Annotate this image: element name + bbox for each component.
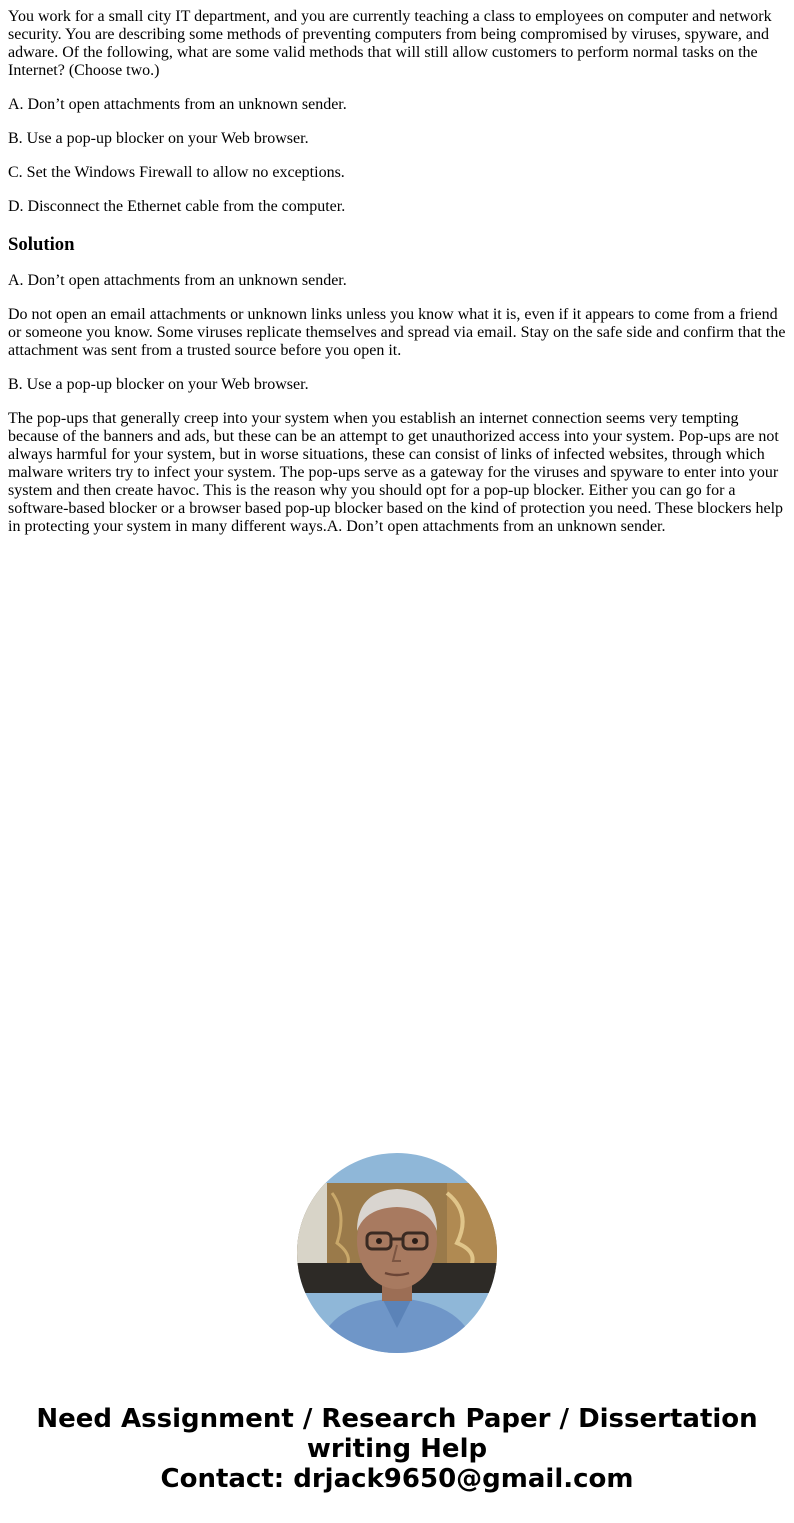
promo-line-1: Need Assignment / Research Paper / Dissertation [36, 1404, 758, 1434]
promo-contact: Contact: drjack9650@gmail.com [160, 1464, 634, 1494]
promo-banner [0, 1404, 794, 1494]
solution-explanation-a: Do not open an email attachments or unknown links unless you know what it is, even if it appears to come from a friend or someone you know. Some viruses replicate themselves and spread via email. Stay on the safe side and confirm that the attachment was sent from a trusted source before you open it. [8, 306, 786, 359]
solution-heading: Solution [8, 234, 75, 255]
option-d: D. Disconnect the Ethernet cable from the computer. [8, 198, 346, 215]
option-c: C. Set the Windows Firewall to allow no exceptions. [8, 164, 345, 181]
option-a: A. Don’t open attachments from an unknown sender. [8, 96, 347, 113]
main-content [8, 8, 786, 552]
author-photo-illustration [297, 1153, 497, 1353]
solution-explanation-b: The pop-ups that generally creep into your system when you establish an internet connection seems very tempting because of the banners and ads, but these can be an attempt to get unauthorized access into your system. Pop-ups are not always harmful for your system, but in worse situations, these can consist of links of infected websites, through which malware writers try to infect your system. The pop-ups serve as a gateway for the viruses and spyware to enter into your system and then create havoc. This is the reason why you should opt for a pop-up blocker. Either you can go for a software-based blocker or a browser based pop-up blocker based on the kind of protection you need. These blockers help in protecting your system in many different ways.A. Don’t open attachments from an unknown sender. [8, 410, 784, 535]
solution-answer-b: B. Use a pop-up blocker on your Web browser. [8, 376, 309, 393]
question-text: You work for a small city IT department, and you are currently teaching a class to employees on computer and network security. You are describing some methods of preventing computers from being compromised by viruses, spyware, and adware. Of the following, what are some valid methods that will still allow customers to perform normal tasks on the Internet? (Choose two.) [8, 8, 772, 79]
promo-line-2: writing Help [306, 1434, 488, 1464]
solution-answer-a: A. Don’t open attachments from an unknown sender. [8, 272, 347, 289]
author-avatar [297, 1153, 497, 1353]
option-b: B. Use a pop-up blocker on your Web browser. [8, 130, 309, 147]
